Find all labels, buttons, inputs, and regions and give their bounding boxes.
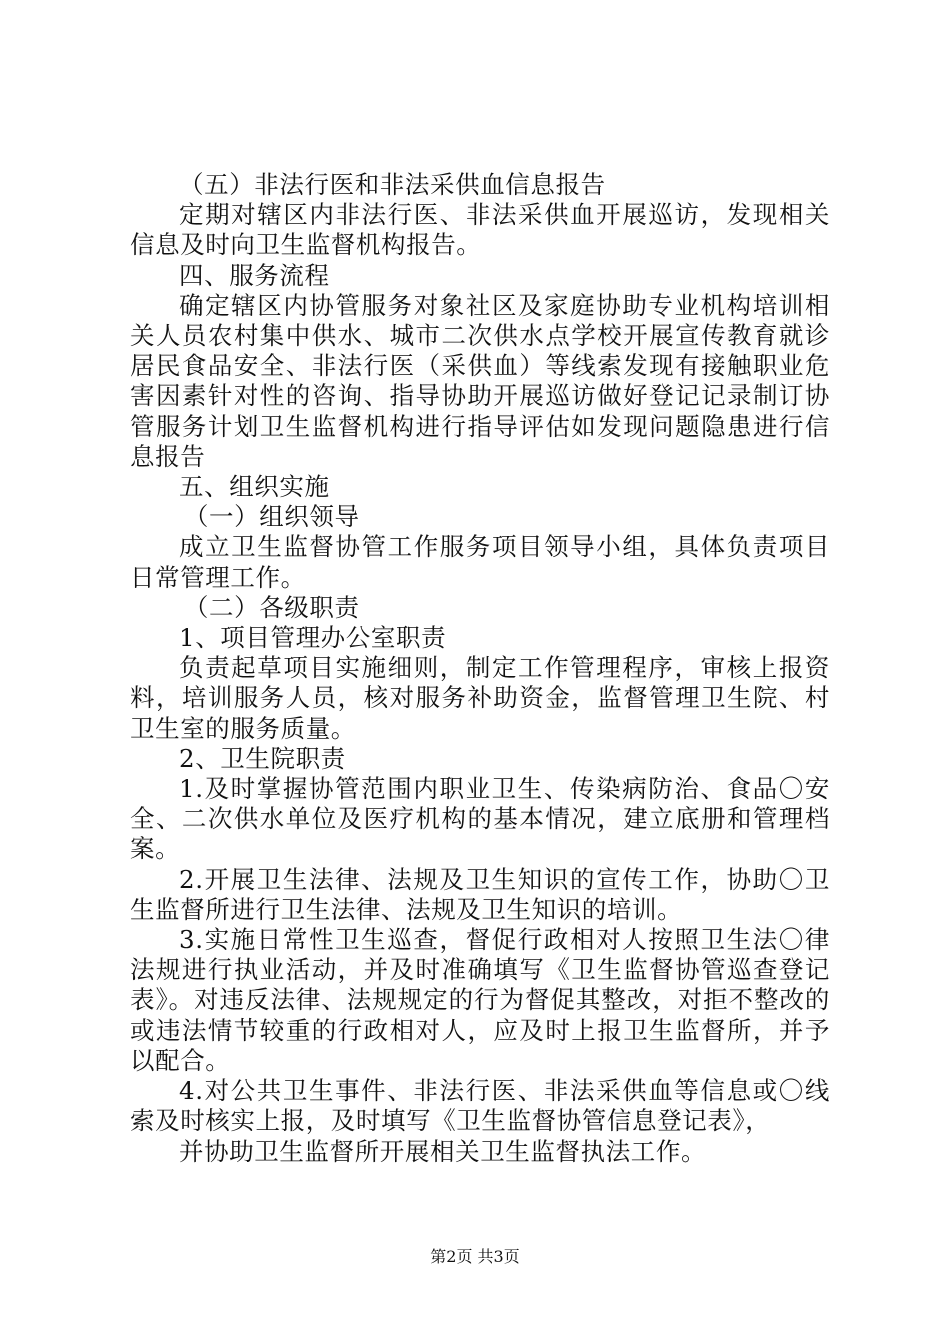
item-heading: 2、卫生院职责 xyxy=(179,743,346,773)
numbered-item: 2.开展卫生法律、法规及卫生知识的宣传工作，协助〇卫生监督所进行卫生法律、法规及卫生知识的培训。 xyxy=(130,864,830,924)
page-number: 第2页 共3页 xyxy=(430,1247,520,1266)
page-footer xyxy=(0,1244,950,1267)
numbered-item: 3.实施日常性卫生巡查，督促行政相对人按照卫生法〇律法规进行执业活动，并及时准确填写《卫生监督协管巡查登记表》。对违反法律、法规规定的行为督促其整改，对拒不整改的或违法情节较重的行政相对人，应及时上报卫生监督所，并予以配合。 xyxy=(130,925,830,1075)
section-heading: 四、服务流程 xyxy=(179,260,330,290)
section-heading: 五、组织实施 xyxy=(179,472,330,502)
section-heading-5: （五）非法行医和非法采供血信息报告 xyxy=(179,170,606,199)
body-paragraph: 负责起草项目实施细则，制定工作管理程序，审核上报资料，培训服务人员，核对服务补助资金，监督管理卫生院、村卫生室的服务质量。 xyxy=(130,653,830,743)
subsection-heading: （一）组织领导 xyxy=(183,502,360,532)
numbered-item: 1.及时掌握协管范围内职业卫生、传染病防治、食品〇安全、二次供水单位及医疗机构的基本情况，建立底册和管理档案。 xyxy=(130,774,830,864)
body-paragraph: 并协助卫生监督所开展相关卫生监督执法工作。 xyxy=(179,1136,707,1166)
body-paragraph: 定期对辖区内非法行医、非法采供血开展巡访，发现相关信息及时向卫生监督机构报告。 xyxy=(130,200,830,260)
subsection-heading: （二）各级职责 xyxy=(183,592,360,622)
document-body xyxy=(130,170,830,1167)
body-paragraph: 确定辖区内协管服务对象社区及家庭协助专业机构培训相关人员农村集中供水、城市二次供水点学校开展宣传教育就诊居民食品安全、非法行医（采供血）等线索发现有接触职业危害因素针对性的咨询、指导协助开展巡访做好登记记录制订协管服务计划卫生监督机构进行指导评估如发现问题隐患进行信息报告 xyxy=(130,290,830,471)
body-paragraph: 成立卫生监督协管工作服务项目领导小组，具体负责项目日常管理工作。 xyxy=(130,532,830,592)
item-heading: 1、项目管理办公室职责 xyxy=(179,623,447,653)
numbered-item: 4.对公共卫生事件、非法行医、非法采供血等信息或〇线索及时核实上报，及时填写《卫生监督协管信息登记表》， xyxy=(130,1076,830,1136)
